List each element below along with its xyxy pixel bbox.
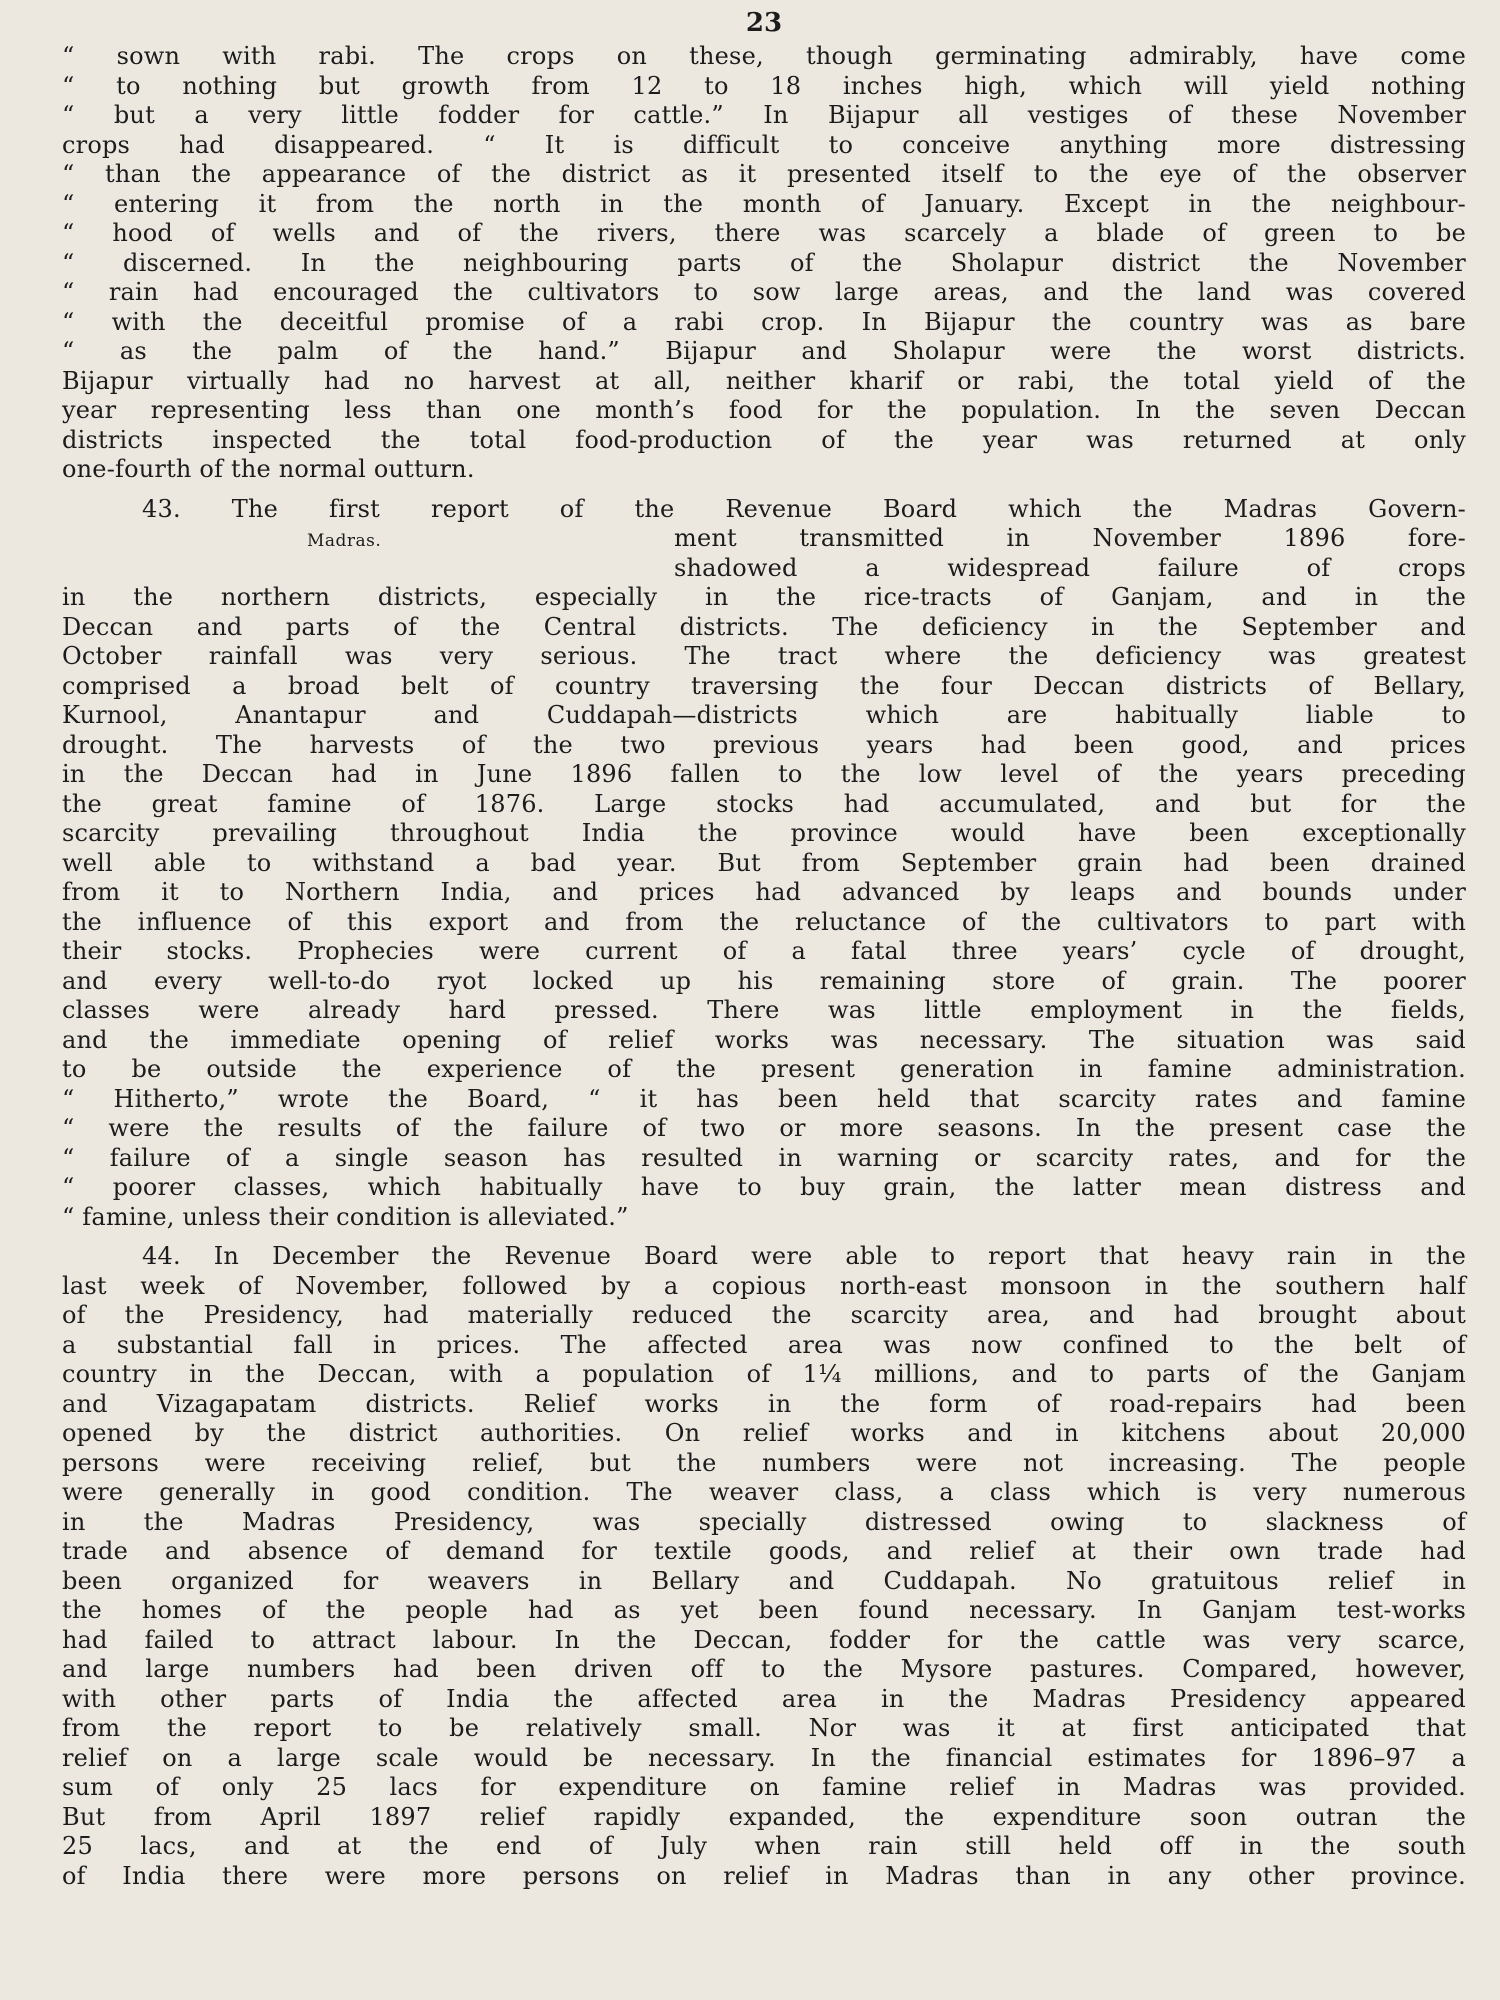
paragraph-43-first-line: 43. The first report of the Revenue Board which the Madras Govern-: [142, 494, 1466, 523]
paragraph-continued-line: “ than the appearance of the district as it presented itself to the eye of the observer: [62, 160, 1466, 188]
paragraph-continued-line: “ to nothing but growth from 12 to 18 inches high, which will yield nothing: [62, 71, 1466, 100]
paragraph-44-line: But from April 1897 relief rapidly expanded, the expenditure soon outran the: [62, 1802, 1466, 1831]
paragraph-44-line: from the report to be relatively small. Nor was it at first anticipated that: [62, 1714, 1466, 1742]
paragraph-43-line: classes were already hard pressed. There was little employment in the fields,: [62, 996, 1466, 1024]
paragraph-43-line: comprised a broad belt of country traversing the four Deccan districts of Bellary,: [62, 671, 1466, 700]
paragraph-continued: [62, 42, 1466, 485]
paragraph-44-line: country in the Deccan, with a population of 1¼ millions, and to parts of the Ganjam: [62, 1360, 1466, 1388]
paragraph-44-line: persons were receiving relief, but the numbers were not increasing. The people: [62, 1448, 1466, 1477]
paragraph-43-line: the great famine of 1876. Large stocks had accumulated, and but for the: [62, 789, 1466, 818]
paragraph-continued-line: one-fourth of the normal outturn.: [62, 455, 475, 483]
paragraph-44-line: opened by the district authorities. On relief works and in kitchens about 20,000: [62, 1419, 1466, 1447]
paragraph-44-line: last week of November, followed by a copious north-east monsoon in the southern half: [62, 1271, 1466, 1300]
paragraph-continued-line: crops had disappeared. “ It is difficult to conceive anything more distressing: [62, 130, 1466, 159]
paragraph-44-line: 25 lacs, and at the end of July when rain still held off in the south: [62, 1832, 1466, 1860]
paragraph-44-line: with other parts of India the affected area in the Madras Presidency appeared: [62, 1684, 1466, 1713]
paragraph-43-line: “ were the results of the failure of two or more seasons. In the present case the: [62, 1114, 1466, 1142]
paragraph-44-line: relief on a large scale would be necessary. In the financial estimates for 1896–97 a: [62, 1743, 1466, 1772]
paragraph-43-line: “ Hitherto,” wrote the Board, “ it has been held that scarcity rates and famine: [62, 1084, 1466, 1113]
paragraph-44-line: of India there were more persons on relief in Madras than in any other province.: [62, 1861, 1466, 1890]
paragraph-43-line: scarcity prevailing throughout India the province would have been exceptionally: [62, 819, 1466, 847]
paragraph-43-narrow-line: shadowed a widespread failure of crops: [674, 553, 1466, 582]
paragraph-44-line: had failed to attract labour. In the Deccan, fodder for the cattle was very scarce,: [62, 1625, 1466, 1654]
paragraph-43-line: to be outside the experience of the present generation in famine administration.: [62, 1055, 1466, 1083]
paragraph-44-line: were generally in good condition. The weaver class, a class which is very numerous: [62, 1478, 1466, 1506]
paragraph-continued-line: “ entering it from the north in the month of January. Except in the neighbour-: [62, 189, 1466, 218]
paragraph-gap: [62, 1232, 1466, 1242]
paragraph-43-line: from it to Northern India, and prices had advanced by leaps and bounds under: [62, 878, 1466, 906]
paragraph-43-line: Kurnool, Anantapur and Cuddapah—districts which are habitually liable to: [62, 701, 1466, 729]
paragraph-continued-line: “ but a very little fodder for cattle.” In Bijapur all vestiges of these November: [62, 101, 1466, 129]
paragraph-44-line: and Vizagapatam districts. Relief works in the form of road-repairs had been: [62, 1389, 1466, 1418]
paragraph-43-line: well able to withstand a bad year. But from September grain had been drained: [62, 848, 1466, 877]
paragraph-44-line: 44. In December the Revenue Board were able to report that heavy rain in the: [142, 1242, 1466, 1270]
paragraph-43-line: in the Deccan had in June 1896 fallen to the low level of the years preceding: [62, 760, 1466, 788]
paragraph-44-line: the homes of the people had as yet been found necessary. In Ganjam test-works: [62, 1596, 1466, 1624]
paragraph-43-line: in the northern districts, especially in the rice-tracts of Ganjam, and in the: [62, 583, 1466, 611]
paragraph-gap: [62, 485, 1466, 495]
paragraph-continued-line: “ as the palm of the hand.” Bijapur and Sholapur were the worst districts.: [62, 337, 1466, 365]
paragraph-continued-line: “ with the deceitful promise of a rabi crop. In Bijapur the country was as bare: [62, 307, 1466, 336]
paragraph-43-line: “ famine, unless their condition is alleviated.”: [62, 1202, 629, 1231]
margin-note-madras: Madras.: [307, 530, 382, 551]
paragraph-44: [62, 1242, 1466, 1891]
paragraph-43-line: October rainfall was very serious. The tract where the deficiency was greatest: [62, 642, 1466, 670]
paragraph-44-line: trade and absence of demand for textile goods, and relief at their own trade had: [62, 1537, 1466, 1565]
page-number: 23: [745, 8, 783, 38]
paragraph-44-line: sum of only 25 lacs for expenditure on famine relief in Madras was provided.: [62, 1773, 1466, 1801]
paragraph-44-line: in the Madras Presidency, was specially distressed owing to slackness of: [62, 1507, 1466, 1536]
paragraph-44-line: been organized for weavers in Bellary and Cuddapah. No gratuitous relief in: [62, 1566, 1466, 1595]
paragraph-43-line: the influence of this export and from the reluctance of the cultivators to part with: [62, 907, 1466, 936]
paragraph-43: [62, 495, 1466, 1233]
paragraph-43-line: and every well-to-do ryot locked up his remaining store of grain. The poorer: [62, 966, 1466, 995]
paragraph-continued-line: year representing less than one month’s food for the population. In the seven Deccan: [62, 396, 1466, 424]
paragraph-43-line: their stocks. Prophecies were current of a fatal three years’ cycle of drought,: [62, 937, 1466, 965]
paragraph-43-line: drought. The harvests of the two previous years had been good, and prices: [62, 730, 1466, 759]
paragraph-43-line: “ poorer classes, which habitually have to buy grain, the latter mean distress and: [62, 1173, 1466, 1201]
paragraph-continued-line: districts inspected the total food-production of the year was returned at only: [62, 425, 1466, 454]
paragraph-43-narrow-line: ment transmitted in November 1896 fore-: [674, 524, 1466, 552]
paragraph-continued-line: “ rain had encouraged the cultivators to sow large areas, and the land was covered: [62, 278, 1466, 306]
paragraph-44-line: and large numbers had been driven off to the Mysore pastures. Compared, however,: [62, 1655, 1466, 1683]
paragraph-continued-line: “ discerned. In the neighbouring parts of the Sholapur district the November: [62, 248, 1466, 277]
paragraph-continued-line: “ hood of wells and of the rivers, there was scarcely a blade of green to be: [62, 219, 1466, 247]
paragraph-43-line: and the immediate opening of relief works was necessary. The situation was said: [62, 1025, 1466, 1054]
paragraph-continued-line: Bijapur virtually had no harvest at all, neither kharif or rabi, the total yield of the: [62, 366, 1466, 395]
paragraph-44-line: a substantial fall in prices. The affected area was now confined to the belt of: [62, 1330, 1466, 1359]
paragraph-43-line: Deccan and parts of the Central districts. The deficiency in the September and: [62, 612, 1466, 641]
paragraph-43-line: “ failure of a single season has resulted in warning or scarcity rates, and for the: [62, 1143, 1466, 1172]
paragraph-44-line: of the Presidency, had materially reduced the scarcity area, and had brought about: [62, 1301, 1466, 1329]
paragraph-continued-line: “ sown with rabi. The crops on these, though germinating admirably, have come: [62, 42, 1466, 70]
